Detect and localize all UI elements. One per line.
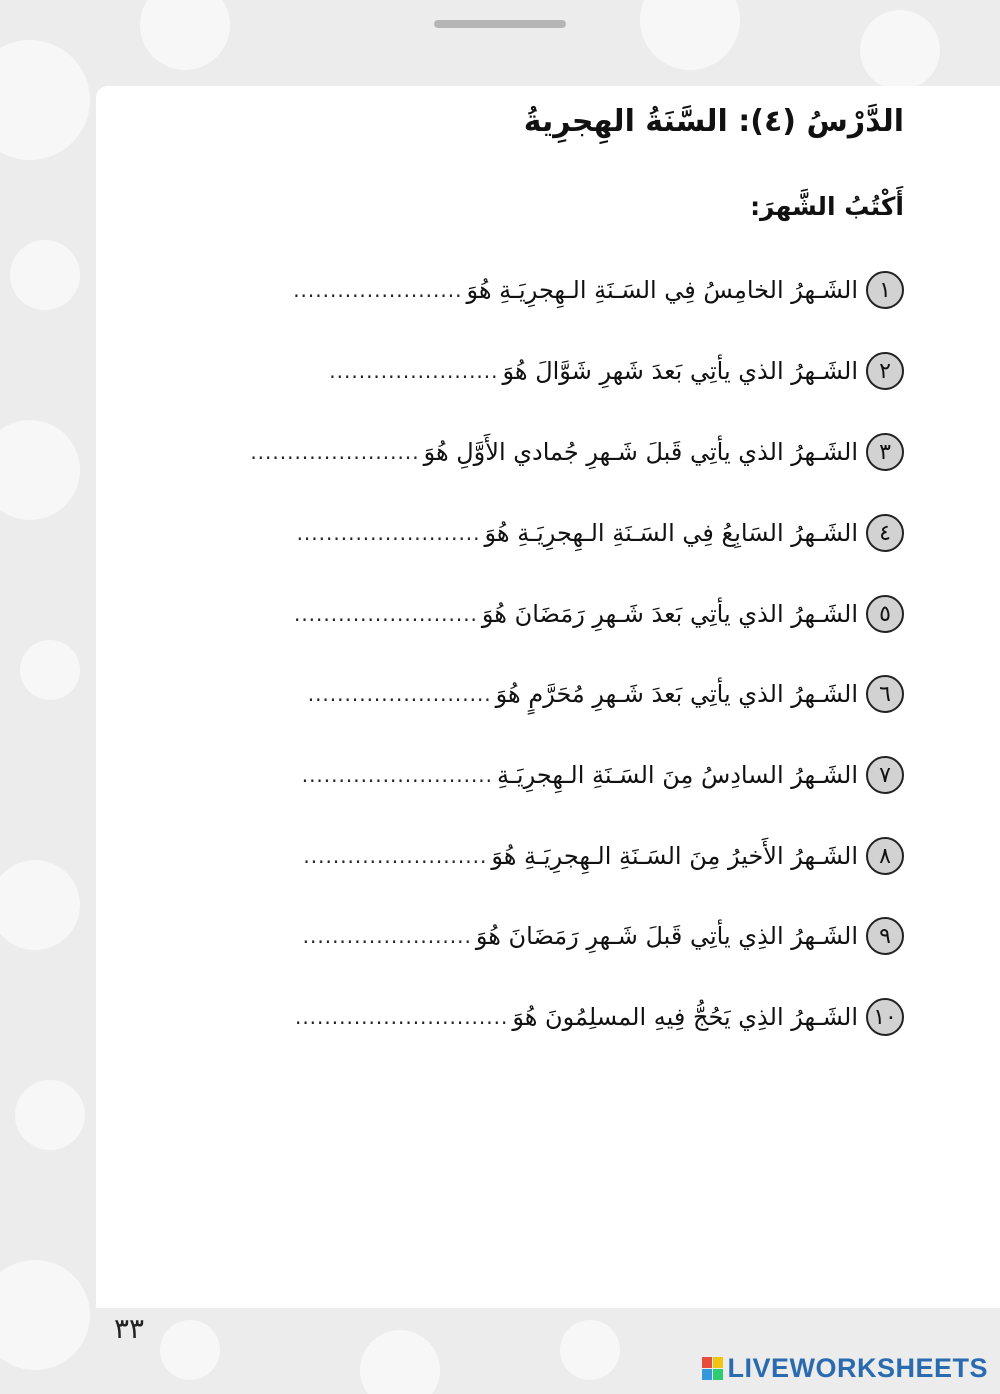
question-text: الشَـهرُ السادِسُ مِنَ السَـنَةِ الـهِجرِيَـةِ xyxy=(497,761,858,789)
question-item xyxy=(329,351,904,391)
question-number-badge: ٩ xyxy=(866,917,904,955)
question-text: الشَـهرُ الذي يأتِي بَعدَ شَـهرِ مُحَرَّمٍ هُوَ xyxy=(495,680,858,708)
page-number: ٣٣ xyxy=(114,1312,145,1345)
answer-blank[interactable]: ....................... xyxy=(302,924,472,948)
answer-blank[interactable]: .......................... xyxy=(301,763,494,787)
instruction-text: أَكْتُبُ الشَّهرَ: xyxy=(750,192,904,221)
brand-name: LIVEWORKSHEETS xyxy=(727,1353,988,1383)
lesson-title: الدَّرْسُ (٤): السَّنَةُ الهِجرِيةُ xyxy=(523,104,904,139)
question-text: الشَـهرُ الخامِسُ فِي السَـنَةِ الـهِجرِيَـةِ هُوَ xyxy=(466,276,858,304)
question-text: الشَـهرُ الذي يأتِي بَعدَ شَـهرِ رَمَضَانَ هُوَ xyxy=(481,600,858,628)
answer-blank[interactable]: ......................... xyxy=(296,521,481,545)
question-number-badge: ١٠ xyxy=(866,998,904,1036)
logo-cell-v xyxy=(702,1369,712,1380)
question-number-badge: ٢ xyxy=(866,352,904,390)
question-item xyxy=(294,594,904,634)
liveworksheets-brand[interactable] xyxy=(702,1353,988,1384)
question-item xyxy=(308,674,904,714)
question-text: الشَـهرُ الذي يأتِي بَعدَ شَهرِ شَوَّالَ هُوَ xyxy=(502,357,858,385)
question-item xyxy=(303,836,904,876)
question-number-badge: ٣ xyxy=(866,433,904,471)
question-text: الشَـهرُ الأَخيرُ مِنَ السَـنَةِ الـهِجرِيَـةِ هُوَ xyxy=(491,842,858,870)
question-text: الشَـهرُ الذي يأتِي قَبلَ شَـهرِ جُمادي الأَوَّلِ هُوَ xyxy=(423,438,858,466)
question-item xyxy=(297,513,904,553)
answer-blank[interactable]: ....................... xyxy=(293,278,463,302)
question-number-badge: ٥ xyxy=(866,595,904,633)
question-text: الشَـهرُ الذِي يَحُجُّ فِيهِ المسلِمُونَ هُوَ xyxy=(512,1003,858,1031)
answer-blank[interactable]: ............................. xyxy=(294,1005,509,1029)
answer-blank[interactable]: ....................... xyxy=(329,359,499,383)
question-number-badge: ١ xyxy=(866,271,904,309)
logo-cell-i xyxy=(713,1357,723,1368)
question-number-badge: ٧ xyxy=(866,756,904,794)
answer-blank[interactable]: ......................... xyxy=(303,844,488,868)
answer-blank[interactable]: ....................... xyxy=(250,440,420,464)
question-text: الشَـهرُ السَابِعُ فِي السَـنَةِ الـهِجرِيَـةِ هُوَ xyxy=(484,519,858,547)
answer-blank[interactable]: ......................... xyxy=(307,682,492,706)
question-number-badge: ٤ xyxy=(866,514,904,552)
answer-blank[interactable]: ......................... xyxy=(293,602,478,626)
question-item xyxy=(295,997,904,1037)
question-item xyxy=(302,755,904,795)
liveworksheets-logo-icon xyxy=(702,1357,723,1380)
logo-cell-e xyxy=(713,1369,723,1380)
drag-handle[interactable] xyxy=(434,20,566,28)
question-item xyxy=(250,432,904,472)
logo-cell-l xyxy=(702,1357,712,1368)
question-item xyxy=(303,916,904,956)
question-number-badge: ٨ xyxy=(866,837,904,875)
question-text: الشَـهرُ الذِي يأتِي قَبلَ شَـهرِ رَمَضَانَ هُوَ xyxy=(475,922,858,950)
question-item xyxy=(293,270,904,310)
question-number-badge: ٦ xyxy=(866,675,904,713)
